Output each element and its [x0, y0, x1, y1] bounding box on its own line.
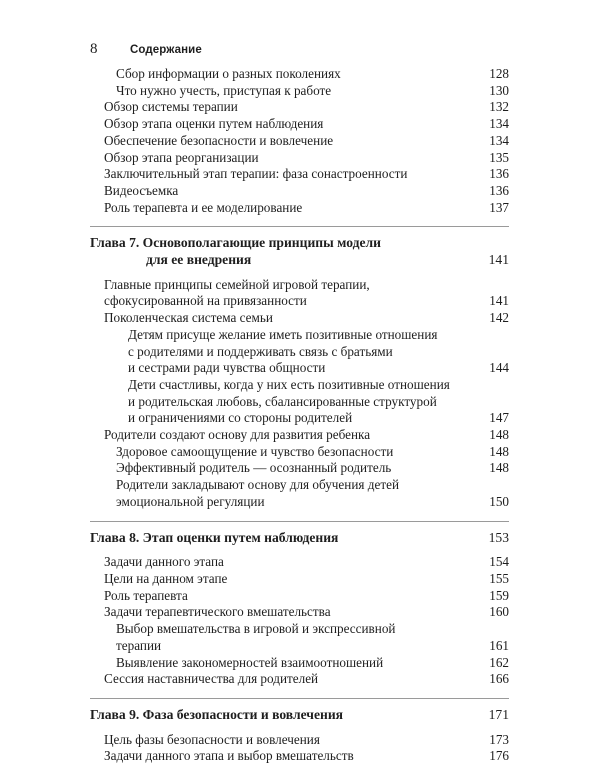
- toc-page-number: 144: [489, 360, 509, 376]
- toc-entry-line: Здоровое самоощущение и чувство безопасности: [116, 443, 394, 459]
- toc-entry-line: Роль терапевта и ее моделирование: [104, 199, 303, 215]
- toc-entry-line: Цель фазы безопасности и вовлечения: [104, 731, 320, 747]
- toc-entry: [90, 554, 509, 571]
- table-of-contents: [90, 66, 509, 765]
- toc-entry-line: Задачи данного этапа и выбор вмешательств: [104, 748, 354, 764]
- toc-entry: [90, 655, 509, 672]
- toc-entry-title: [90, 732, 475, 749]
- toc-entry: [90, 99, 509, 116]
- toc-page-number: 162: [489, 654, 509, 670]
- toc-entry-title: [90, 571, 475, 588]
- page-number: 8: [90, 41, 98, 57]
- toc-entry-title: [90, 200, 475, 217]
- toc-page-number: 136: [489, 166, 509, 182]
- toc-entry-title: [90, 183, 475, 200]
- toc-entry-title: [90, 604, 475, 621]
- section-title: Содержание: [130, 44, 202, 56]
- toc-entry-line: Поколенческая система семьи: [104, 310, 273, 326]
- toc-page-number: 161: [489, 637, 509, 653]
- chapter-block: [90, 226, 509, 268]
- toc-entry-line: Обзор системы терапии: [104, 99, 238, 115]
- toc-page-number: 173: [489, 731, 509, 747]
- chapter-title: [90, 235, 475, 268]
- toc-page-number: 150: [489, 493, 509, 509]
- chapter-title: [90, 707, 475, 724]
- toc-entry-line: Детям присуще желание иметь позитивные отношения: [128, 326, 438, 342]
- toc-entry-line: Видеосъемка: [104, 182, 179, 198]
- toc-page-number: 155: [489, 570, 509, 586]
- toc-entry: [90, 588, 509, 605]
- toc-entry: [90, 116, 509, 133]
- toc-page-number: 147: [489, 410, 509, 426]
- toc-entry: [90, 150, 509, 167]
- toc-entry-line: Родители закладывают основу для обучения детей: [116, 477, 399, 493]
- toc-page-number: 134: [489, 116, 509, 132]
- toc-entry: [90, 571, 509, 588]
- toc-entry-title: [90, 133, 475, 150]
- toc-page-number: 137: [489, 199, 509, 215]
- toc-entry-title: [90, 83, 475, 100]
- toc-entry-title: [90, 310, 475, 327]
- toc-entry-title: [90, 444, 475, 461]
- chapter-page-number: 153: [488, 529, 509, 545]
- toc-entry-line: Обзор этапа оценки путем наблюдения: [104, 116, 324, 132]
- toc-page-number: 148: [489, 460, 509, 476]
- chapter-block: [90, 521, 509, 547]
- toc-page-number: 176: [489, 748, 509, 764]
- toc-entry: [90, 310, 509, 327]
- toc-entry: [90, 748, 509, 765]
- toc-entry-title: [90, 277, 475, 310]
- toc-entry: [90, 621, 509, 654]
- toc-entry-line: терапии: [116, 637, 162, 653]
- toc-entry: [90, 200, 509, 217]
- toc-entry-title: [90, 150, 475, 167]
- toc-entry-line: сфокусированной на привязанности: [104, 293, 307, 309]
- toc-entry-title: [90, 655, 475, 672]
- toc-page-number: 166: [489, 671, 509, 687]
- toc-entry-title: [90, 116, 475, 133]
- toc-entry-line: Задачи терапевтического вмешательства: [104, 604, 331, 620]
- toc-entry: [90, 377, 509, 427]
- toc-page-number: 159: [489, 587, 509, 603]
- chapter-page-number: 171: [488, 706, 509, 722]
- toc-entry-line: Эффективный родитель — осознанный родитель: [116, 460, 392, 476]
- toc-entry: [90, 671, 509, 688]
- toc-page-number: 154: [489, 554, 509, 570]
- toc-entry-title: [90, 621, 475, 654]
- toc-entry: [90, 477, 509, 510]
- toc-entry-line: Сессия наставничества для родителей: [104, 671, 319, 687]
- toc-entry: [90, 66, 509, 83]
- chapter-title-line: для ее внедрения: [146, 252, 252, 268]
- toc-page-number: 141: [489, 293, 509, 309]
- toc-entry-title: [90, 671, 475, 688]
- chapter-page-number: 141: [488, 252, 509, 268]
- chapter-title-line: Глава 7. Основополагающие принципы модели: [90, 235, 382, 251]
- toc-entry: [90, 166, 509, 183]
- toc-entry: [90, 444, 509, 461]
- toc-entry-line: Родители создают основу для развития ребенка: [104, 427, 371, 443]
- toc-page-number: 148: [489, 443, 509, 459]
- toc-page-number: 136: [489, 182, 509, 198]
- toc-entry: [90, 604, 509, 621]
- toc-entry-title: [90, 588, 475, 605]
- toc-page-number: 130: [489, 82, 509, 98]
- toc-entry-line: Дети счастливы, когда у них есть позитивные отношения: [128, 376, 450, 392]
- toc-entry-line: Выбор вмешательства в игровой и экспрессивной: [116, 621, 396, 637]
- toc-entry: [90, 327, 509, 377]
- toc-entry-title: [90, 166, 475, 183]
- toc-entry-title: [90, 477, 475, 510]
- chapter-title-line: Глава 8. Этап оценки путем наблюдения: [90, 529, 339, 545]
- toc-entry-title: [90, 748, 475, 765]
- toc-entry-line: Что нужно учесть, приступая к работе: [116, 82, 332, 98]
- toc-entry-line: эмоциональной регуляции: [116, 493, 265, 509]
- toc-entry-line: Обзор этапа реорганизации: [104, 149, 259, 165]
- running-head: [90, 41, 202, 57]
- toc-entry-line: Главные принципы семейной игровой терапии,: [104, 276, 370, 292]
- toc-entry-title: [90, 427, 475, 444]
- toc-entry-line: с родителями и поддерживать связь с братьями: [128, 343, 393, 359]
- toc-entry: [90, 277, 509, 310]
- toc-page-number: 142: [489, 310, 509, 326]
- toc-entry-title: [90, 377, 475, 427]
- toc-entry: [90, 83, 509, 100]
- toc-entry-title: [90, 99, 475, 116]
- toc-entry: [90, 732, 509, 749]
- toc-entry-title: [90, 554, 475, 571]
- toc-entry-title: [90, 327, 475, 377]
- toc-entry-line: Обеспечение безопасности и вовлечение: [104, 132, 334, 148]
- toc-page-number: 148: [489, 427, 509, 443]
- toc-page-number: 160: [489, 604, 509, 620]
- toc-entry: [90, 427, 509, 444]
- toc-entry-line: Выявление закономерностей взаимоотношений: [116, 654, 384, 670]
- toc-entry-line: Задачи данного этапа: [104, 554, 224, 570]
- toc-page-number: 128: [489, 66, 509, 81]
- toc-entry-line: и родительская любовь, сбалансированные структурой: [128, 393, 437, 409]
- toc-entry-line: Роль терапевта: [104, 587, 188, 603]
- toc-entry: [90, 133, 509, 150]
- toc-entry-title: [90, 460, 475, 477]
- chapter-title-line: Глава 9. Фаза безопасности и вовлечения: [90, 706, 344, 722]
- toc-entry-line: Заключительный этап терапии: фаза сонастроенности: [104, 166, 408, 182]
- chapter-block: [90, 698, 509, 724]
- chapter-heading: [90, 707, 509, 724]
- chapter-heading: [90, 235, 509, 268]
- toc-page-number: 135: [489, 149, 509, 165]
- toc-entry-line: Цели на данном этапе: [104, 570, 228, 586]
- toc-page-number: 132: [489, 99, 509, 115]
- toc-entry-line: Сбор информации о разных поколениях: [116, 66, 341, 81]
- chapter-title: [90, 530, 475, 547]
- toc-page-number: 134: [489, 132, 509, 148]
- toc-entry: [90, 460, 509, 477]
- toc-entry: [90, 183, 509, 200]
- toc-entry-title: [90, 66, 475, 83]
- chapter-heading: [90, 530, 509, 547]
- toc-entry-line: и ограничениями со стороны родителей: [128, 410, 353, 426]
- toc-entry-line: и сестрами ради чувства общности: [128, 360, 326, 376]
